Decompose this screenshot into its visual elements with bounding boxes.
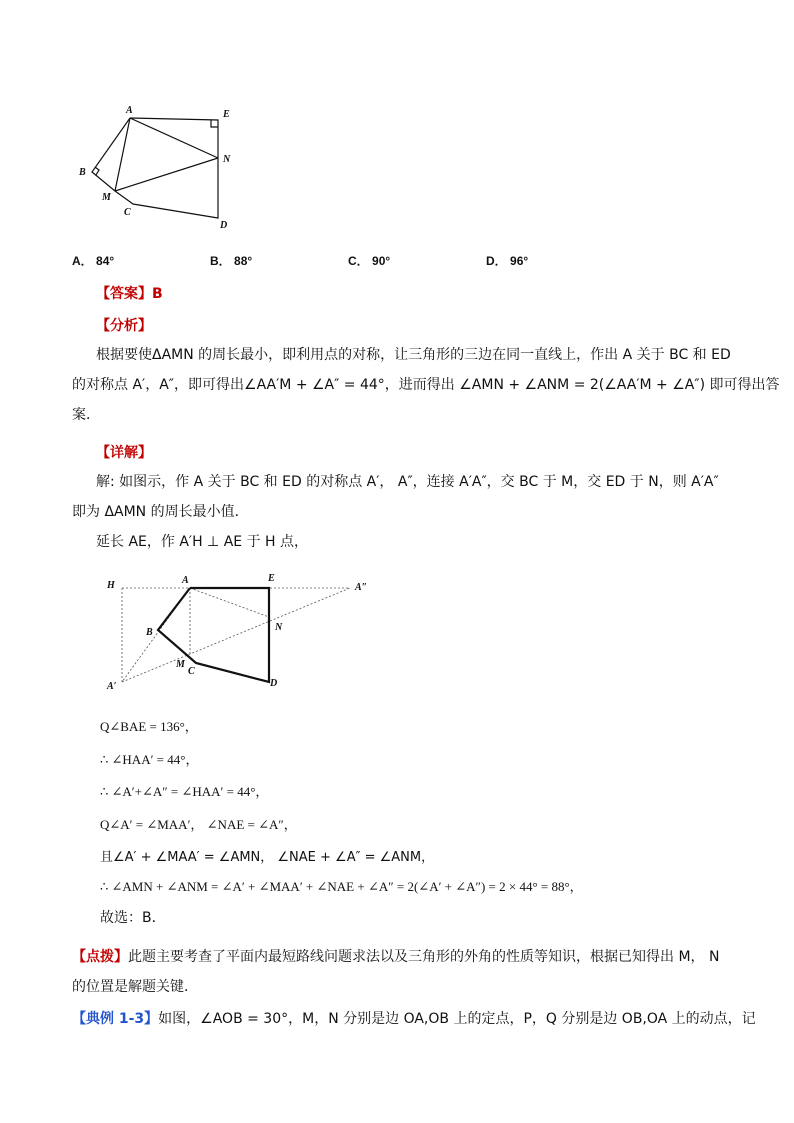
answer-line: 【答案】B (96, 286, 163, 302)
step-3: ∴ ∠A′+∠A″ = ∠HAA′ = 44°， (100, 784, 269, 799)
choice-a[interactable]: A． 84° (72, 254, 115, 268)
fig1-label-c: C (124, 207, 131, 218)
fig1-label-b: B (79, 167, 86, 178)
pentagon-outline (92, 118, 218, 218)
fig2-label-m: M (176, 659, 185, 670)
fig1-label-d: D (220, 220, 228, 231)
fig1-label-m: M (102, 192, 111, 203)
right-angle-mark-b (95, 167, 99, 175)
fig2-label-c: C (188, 666, 195, 677)
fig2-label-n: N (275, 622, 283, 633)
analysis-tag: 【分析】 (96, 318, 152, 334)
dashed-a-n (190, 588, 269, 617)
choice-d[interactable]: D． 96° (486, 254, 529, 268)
analysis-text: 根据要使ΔAMN 的周长最小，即利用点的对称，让三角形的三边在同一直线上，作出 A 关于 BC 和 ED 的对称点 A′，A″，即可得出∠AA′M + ∠A″ = 44°，进而得出 ∠AMN + ∠ANM = 2(∠AA′M + ∠A″) 即可得出答 案． (72, 347, 780, 423)
fig2-label-b: B (146, 627, 153, 638)
right-angle-mark-e (211, 120, 218, 127)
segment-mn (115, 158, 218, 191)
fig1-label-a: A (126, 105, 133, 116)
step-5: 且∠A′ + ∠MAA′ = ∠AMN， ∠NAE + ∠A″ = ∠ANM， (100, 850, 435, 865)
fig2-label-a: A (182, 575, 189, 586)
fig2-label-h: H (107, 580, 115, 591)
step-6: ∴ ∠AMN + ∠ANM = ∠A′ + ∠MAA′ + ∠NAE + ∠A″ = 2(∠A′ + ∠A″) = 2 × 44° = 88°， (100, 879, 583, 894)
fig2-label-a-prime: A′ (107, 681, 117, 692)
step-4: Q∠A′ = ∠MAA′， ∠NAE = ∠A″， (100, 817, 297, 832)
example-1-3: 【典例 1-3】如图，∠AOB = 30°，M，N 分别是边 OA,OB 上的定点，P，Q 分别是边 OB,OA 上的动点，记 (72, 1011, 756, 1027)
figure-2-construction (95, 570, 385, 700)
step-2: ∴ ∠HAA′ = 44°， (100, 752, 199, 767)
fig2-label-a-double-prime: A″ (355, 582, 368, 593)
fig1-label-e: E (223, 109, 230, 120)
choice-b[interactable]: B． 88° (210, 254, 253, 268)
step-7: 故选：B． (100, 910, 166, 926)
step-1: Q∠BAE = 136°， (100, 719, 198, 734)
fig2-label-d: D (270, 678, 278, 689)
choice-c[interactable]: C． 90° (348, 254, 391, 268)
figure-1-pentagon (70, 100, 270, 240)
fig1-label-n: N (223, 154, 231, 165)
detail-text: 解: 如图示，作 A 关于 BC 和 ED 的对称点 A′， A″，连接 A′A″，交 BC 于 M，交 ED 于 N，则 A′A″ 即为 ΔAMN 的周长最小值． 延长 AE，作 A′H ⊥ AE 于 H 点， (72, 474, 719, 550)
remark: 【点拨】此题主要考查了平面内最短路线问题求法以及三角形的外角的性质等知识，根据已知得出 M， N 的位置是解题关键． (72, 949, 720, 995)
detail-tag: 【详解】 (96, 445, 152, 461)
pentagon-outline (158, 588, 269, 682)
fig2-label-e: E (268, 573, 275, 584)
segment-an (130, 118, 218, 158)
